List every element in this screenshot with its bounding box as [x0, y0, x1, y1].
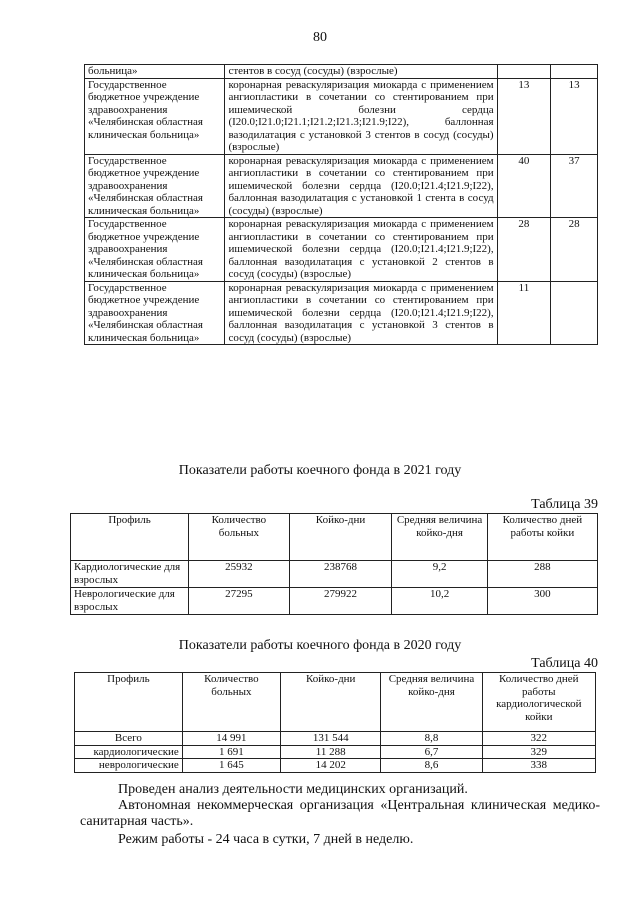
cell-bed-days: 238768: [289, 561, 392, 588]
header-patients: Количество больных: [189, 514, 290, 561]
header-bed-days: Койко-дни: [289, 514, 392, 561]
cell-organization: Государственное бюджетное учреждение здравоохранения «Челябинская областная клиническая больница»: [85, 154, 225, 218]
cell-avg: 10,2: [392, 588, 487, 615]
table-row: [85, 281, 598, 345]
cell-service: коронарная реваскуляризация миокарда с применением ангиопластики в сочетании со стентированием при ишемической болезни сердца (I20.0;I21.0;I21.1;I21.2;I21.3;I21.9;I22), баллонная вазодилатация с установкой 3 стентов в сосуд (сосуды) (взрослые): [225, 78, 497, 154]
cell-profile: кардиологические: [75, 745, 183, 759]
cell-work-days: 322: [482, 732, 595, 746]
cell-patients: 1 691: [182, 745, 280, 759]
cell-value-2: 13: [551, 78, 598, 154]
header-avg: Средняя величина койко-дня: [392, 514, 487, 561]
cell-bed-days: 11 288: [281, 745, 381, 759]
cell-work-days: 329: [482, 745, 595, 759]
table-row: [85, 218, 598, 282]
table-row: [75, 759, 596, 773]
header-bed-days: Койко-дни: [281, 673, 381, 732]
cell-value-1: 40: [497, 154, 551, 218]
cell-work-days: 300: [487, 588, 597, 615]
cell-bed-days: 279922: [289, 588, 392, 615]
cell-value-2: [551, 281, 598, 345]
cell-avg: 8,6: [381, 759, 482, 773]
section-2021-title: Показатели работы коечного фонда в 2021 году: [178, 463, 462, 478]
header-profile: Профиль: [75, 673, 183, 732]
cell-profile: Всего: [75, 732, 183, 746]
cell-work-days: 338: [482, 759, 595, 773]
cell-avg: 9,2: [392, 561, 487, 588]
cell-patients: 14 991: [182, 732, 280, 746]
continuation-table: [84, 64, 598, 345]
cell-patients: 1 645: [182, 759, 280, 773]
paragraph-analysis: Проведен анализ деятельности медицинских организаций.: [118, 782, 468, 797]
table-39: [70, 513, 598, 615]
cell-patients: 27295: [189, 588, 290, 615]
cell-profile: неврологические: [75, 759, 183, 773]
table-39-label: Таблица 39: [531, 497, 598, 512]
table-row: [85, 154, 598, 218]
table-row: [85, 78, 598, 154]
cell-bed-days: 14 202: [281, 759, 381, 773]
cell-service: коронарная реваскуляризация миокарда с применением ангиопластики в сочетании со стентированием при ишемической болезни сердца (I20.0;I21.4;I21.9;I22), баллонная вазодилатация с установкой 3 стентов в сосуд (сосуды) (взрослые): [225, 281, 497, 345]
cell-bed-days: 131 544: [281, 732, 381, 746]
cell-patients: 25932: [189, 561, 290, 588]
cell-organization: Государственное бюджетное учреждение здравоохранения «Челябинская областная клиническая больница»: [85, 78, 225, 154]
section-2020-title: Показатели работы коечного фонда в 2020 году: [178, 638, 462, 653]
paragraph-schedule: Режим работы - 24 часа в сутки, 7 дней в неделю.: [118, 832, 414, 847]
table-39-header-row: [71, 514, 598, 561]
header-avg: Средняя величина койко-дня: [381, 673, 482, 732]
cell-value-1: [497, 65, 551, 79]
cell-avg: 6,7: [381, 745, 482, 759]
table-row: [71, 561, 598, 588]
header-patients: Количество больных: [182, 673, 280, 732]
table-40-header-row: [75, 673, 596, 732]
cell-service: коронарная реваскуляризация миокарда с применением ангиопластики в сочетании со стентированием при ишемической болезни сердца (I20.0;I21.4;I21.9;I22), баллонная вазодилатация с установкой 2 стентов в сосуд (сосуды) (взрослые): [225, 218, 497, 282]
cell-organization: Государственное бюджетное учреждение здравоохранения «Челябинская областная клиническая больница»: [85, 281, 225, 345]
cell-avg: 8,8: [381, 732, 482, 746]
cell-value-2: 28: [551, 218, 598, 282]
cell-value-1: 11: [497, 281, 551, 345]
table-row: [75, 732, 596, 746]
cell-work-days: 288: [487, 561, 597, 588]
cell-organization: больница»: [85, 65, 225, 79]
table-row: [71, 588, 598, 615]
paragraph-organization: Автономная некоммерческая организация «Центральная клиническая медико-санитарная часть».: [80, 798, 600, 829]
header-work-days: Количество дней работы кардиологической койки: [482, 673, 595, 732]
table-40-label: Таблица 40: [531, 656, 598, 671]
cell-value-2: 37: [551, 154, 598, 218]
header-profile: Профиль: [71, 514, 189, 561]
cell-organization: Государственное бюджетное учреждение здравоохранения «Челябинская областная клиническая больница»: [85, 218, 225, 282]
cell-service: стентов в сосуд (сосуды) (взрослые): [225, 65, 497, 79]
cell-value-1: 13: [497, 78, 551, 154]
continuation-table-body: [85, 65, 598, 345]
cell-service: коронарная реваскуляризация миокарда с применением ангиопластики в сочетании со стентированием при ишемической болезни сердца (I20.0;I21.4;I21.9;I22), баллонная вазодилатация с установкой 1 стента в сосуд (сосуды) (взрослые): [225, 154, 497, 218]
table-row: [85, 65, 598, 79]
header-work-days: Количество дней работы койки: [487, 514, 597, 561]
cell-profile: Неврологические для взрослых: [71, 588, 189, 615]
page-number: 80: [313, 30, 327, 45]
cell-profile: Кардиологические для взрослых: [71, 561, 189, 588]
table-40: [74, 672, 596, 773]
table-row: [75, 745, 596, 759]
cell-value-2: [551, 65, 598, 79]
cell-value-1: 28: [497, 218, 551, 282]
